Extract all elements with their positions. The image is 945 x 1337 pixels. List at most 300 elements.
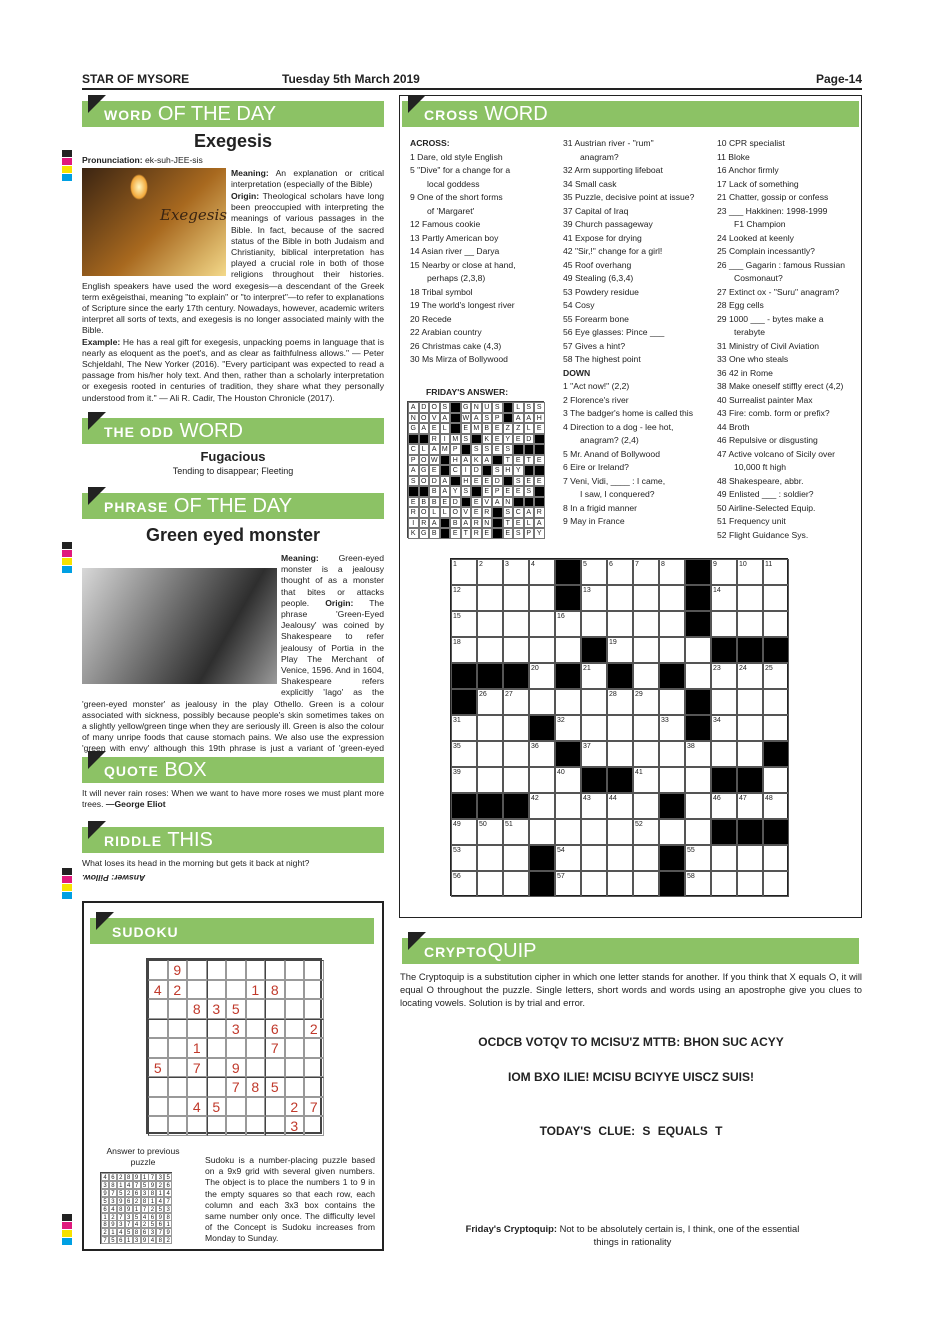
crossword-cell[interactable]: 6	[607, 559, 633, 585]
sudoku-cell[interactable]: 7	[226, 1077, 246, 1097]
sudoku-answer-cell: 2	[101, 1228, 109, 1236]
sudoku-answer-cell: 6	[101, 1205, 109, 1213]
crossword-cell[interactable]	[477, 871, 503, 897]
crossword-cell[interactable]	[659, 611, 685, 637]
crossword-cell[interactable]	[529, 689, 555, 715]
crossword-cell[interactable]: 55	[685, 845, 711, 871]
sudoku-cell[interactable]	[148, 1097, 168, 1117]
answer-cell: P	[492, 486, 503, 497]
crossword-cell[interactable]	[555, 637, 581, 663]
crossword-cell[interactable]: 44	[607, 793, 633, 819]
sudoku-cell[interactable]	[265, 960, 285, 980]
crossword-cell[interactable]	[763, 767, 789, 793]
crossword-cell[interactable]	[737, 871, 763, 897]
crossword-cell[interactable]	[555, 793, 581, 819]
sudoku-cell[interactable]	[207, 1058, 227, 1078]
crossword-cell[interactable]: 3	[503, 559, 529, 585]
sudoku-cell[interactable]	[285, 1077, 305, 1097]
answer-cell: E	[461, 423, 472, 434]
crossword-cell[interactable]	[581, 715, 607, 741]
crossword-cell[interactable]	[555, 689, 581, 715]
sudoku-cell[interactable]	[246, 960, 266, 980]
sudoku-cell[interactable]	[265, 1097, 285, 1117]
sudoku-cell[interactable]: 8	[187, 999, 207, 1019]
sudoku-cell[interactable]	[265, 1058, 285, 1078]
crossword-cell[interactable]	[737, 741, 763, 767]
crossword-cell[interactable]	[503, 845, 529, 871]
crossword-cell[interactable]: 21	[581, 663, 607, 689]
crossword-cell[interactable]	[763, 845, 789, 871]
sudoku-cell[interactable]	[304, 980, 324, 1000]
sudoku-cell[interactable]	[285, 960, 305, 980]
crossword-cell[interactable]	[633, 663, 659, 689]
crossword-cell[interactable]: 16	[555, 611, 581, 637]
crossword-cell[interactable]	[477, 585, 503, 611]
crossword-cell[interactable]: 29	[633, 689, 659, 715]
sudoku-cell[interactable]	[246, 1058, 266, 1078]
answer-cell: G	[419, 465, 430, 476]
cryptoquip-intro: The Cryptoquip is a substitution cipher in which one letter stands for another. If you think that X equals O, it will equal O throughout the puzzle. Single letters, short words and words using an apostrophe give you clues to locating vowels. Solution is by trial and error.	[400, 971, 862, 1008]
sudoku-cell[interactable]	[304, 1058, 324, 1078]
answer-cell: V	[429, 413, 440, 424]
crossword-cell[interactable]: 52	[633, 819, 659, 845]
answer-cell: E	[492, 423, 503, 434]
answer-cell	[492, 528, 503, 539]
crossword-cell[interactable]	[503, 611, 529, 637]
crossword-cell[interactable]	[685, 793, 711, 819]
crossword-cell[interactable]	[763, 689, 789, 715]
crossword-cell[interactable]	[581, 819, 607, 845]
sudoku-cell[interactable]	[148, 1038, 168, 1058]
crossword-cell[interactable]: 8	[659, 559, 685, 585]
sudoku-cell[interactable]	[226, 1097, 246, 1117]
sudoku-cell[interactable]	[148, 1077, 168, 1097]
clue-line: 12 Famous cookie	[410, 219, 481, 229]
sudoku-cell[interactable]: 5	[148, 1058, 168, 1078]
sudoku-cell[interactable]	[246, 1116, 266, 1136]
crossword-cell[interactable]	[763, 611, 789, 637]
crossword-cell[interactable]: 31	[451, 715, 477, 741]
sudoku-cell[interactable]	[187, 1019, 207, 1039]
crossword-cell[interactable]: 25	[763, 663, 789, 689]
crossword-cell[interactable]	[633, 793, 659, 819]
crossword-cell[interactable]	[633, 871, 659, 897]
crossword-cell[interactable]	[581, 871, 607, 897]
sudoku-cell[interactable]	[148, 1116, 168, 1136]
crossword-cell[interactable]: 34	[711, 715, 737, 741]
sudoku-cell[interactable]	[285, 999, 305, 1019]
crossword-cell[interactable]	[711, 871, 737, 897]
crossword-cell[interactable]	[477, 715, 503, 741]
sudoku-cell[interactable]: 3	[207, 999, 227, 1019]
black-square	[607, 663, 633, 689]
sudoku-cell[interactable]	[187, 1116, 207, 1136]
crossword-cell[interactable]	[477, 741, 503, 767]
sudoku-cell[interactable]: 9	[168, 960, 188, 980]
sudoku-answer-cell: 4	[117, 1228, 125, 1236]
crossword-cell[interactable]: 20	[529, 663, 555, 689]
crossword-cell[interactable]	[477, 637, 503, 663]
crossword-cell[interactable]: 13	[581, 585, 607, 611]
sudoku-cell[interactable]: 1	[187, 1038, 207, 1058]
answer-cell: E	[471, 507, 482, 518]
sudoku-cell[interactable]: 3	[285, 1116, 305, 1136]
sudoku-cell[interactable]: 7	[265, 1038, 285, 1058]
crossword-cell[interactable]: 12	[451, 585, 477, 611]
crossword-cell[interactable]	[581, 689, 607, 715]
clue-line: 41 Expose for drying	[563, 232, 642, 243]
crossword-cell[interactable]: 54	[555, 845, 581, 871]
crossword-cell[interactable]	[633, 611, 659, 637]
crossword-cell[interactable]: 48	[763, 793, 789, 819]
crossword-cell[interactable]	[685, 819, 711, 845]
sudoku-cell[interactable]: 4	[148, 980, 168, 1000]
crossword-cell[interactable]: 10	[737, 559, 763, 585]
sudoku-cell[interactable]	[207, 1116, 227, 1136]
sudoku-answer-grid	[100, 1172, 172, 1244]
clue-line: 45 Roof overhang	[563, 259, 632, 270]
answer-cell: E	[513, 455, 524, 466]
crossword-cell[interactable]	[737, 585, 763, 611]
sudoku-cell[interactable]	[168, 1058, 188, 1078]
black-square	[451, 793, 477, 819]
float-spacer	[82, 191, 231, 277]
sudoku-cell[interactable]: 8	[265, 980, 285, 1000]
crossword-cell[interactable]: 43	[581, 793, 607, 819]
answer-cell: U	[482, 402, 493, 413]
crossword-cell[interactable]: 41	[633, 767, 659, 793]
crossword-cell[interactable]: 49	[451, 819, 477, 845]
crossword-cell[interactable]	[607, 611, 633, 637]
sudoku-cell[interactable]	[285, 1058, 305, 1078]
crossword-cell[interactable]: 58	[685, 871, 711, 897]
sudoku-answer-cell: 2	[164, 1236, 172, 1244]
crossword-cell[interactable]	[503, 637, 529, 663]
sudoku-cell[interactable]	[148, 1019, 168, 1039]
sudoku-cell[interactable]: 5	[265, 1077, 285, 1097]
crossword-cell[interactable]: 26	[477, 689, 503, 715]
crossword-cell[interactable]: 39	[451, 767, 477, 793]
sudoku-cell[interactable]	[265, 999, 285, 1019]
sudoku-cell[interactable]: 8	[246, 1077, 266, 1097]
crossword-cell[interactable]	[737, 689, 763, 715]
sudoku-answer-cell: 6	[141, 1228, 149, 1236]
crossword-cell[interactable]	[659, 819, 685, 845]
answer-cell	[440, 465, 451, 476]
sudoku-cell[interactable]	[168, 1097, 188, 1117]
crossword-cell[interactable]	[555, 819, 581, 845]
crossword-cell[interactable]: 18	[451, 637, 477, 663]
crossword-cell[interactable]: 51	[503, 819, 529, 845]
crossword-cell[interactable]: 53	[451, 845, 477, 871]
answer-cell: L	[524, 423, 535, 434]
crossword-cell[interactable]	[659, 637, 685, 663]
fridays-cryptoquip: Friday's Cryptoquip: Not to be absolutely certain is, I think, one of the essential things in rationality	[465, 1223, 800, 1247]
clue-line: 25 Complain incessantly?	[717, 246, 815, 256]
crossword-cell[interactable]	[607, 741, 633, 767]
crossword-cell[interactable]: 57	[555, 871, 581, 897]
crossword-cell[interactable]: 7	[633, 559, 659, 585]
sudoku-cell[interactable]: 9	[226, 1058, 246, 1078]
sudoku-answer-cell: 9	[125, 1205, 133, 1213]
crossword-cell[interactable]: 9	[711, 559, 737, 585]
sudoku-cell[interactable]: 5	[226, 999, 246, 1019]
crossword-cell[interactable]: 56	[451, 871, 477, 897]
answer-cell: A	[461, 518, 472, 529]
crossword-cell[interactable]	[503, 767, 529, 793]
sudoku-cell[interactable]: 2	[168, 980, 188, 1000]
crossword-cell[interactable]: 24	[737, 663, 763, 689]
crossword-cell[interactable]	[633, 585, 659, 611]
sudoku-cell[interactable]: 2	[285, 1097, 305, 1117]
answer-cell: A	[419, 423, 430, 434]
crossword-cell[interactable]	[737, 611, 763, 637]
sudoku-answer-cell: 3	[101, 1181, 109, 1189]
crossword-cell[interactable]	[659, 741, 685, 767]
answer-cell: C	[450, 465, 461, 476]
sudoku-cell[interactable]	[187, 980, 207, 1000]
sudoku-cell[interactable]	[226, 1116, 246, 1136]
crossword-cell[interactable]: 1	[451, 559, 477, 585]
sudoku-answer-label: Answer to previous puzzle	[106, 1146, 180, 1168]
crossword-cell[interactable]	[503, 715, 529, 741]
sudoku-cell[interactable]	[226, 980, 246, 1000]
crossword-cell[interactable]: 15	[451, 611, 477, 637]
answer-cell: G	[408, 423, 419, 434]
sudoku-cell[interactable]	[304, 1077, 324, 1097]
crossword-cell[interactable]	[633, 741, 659, 767]
crossword-cell[interactable]	[659, 585, 685, 611]
answer-cell	[503, 402, 514, 413]
answer-cell: O	[419, 413, 430, 424]
fridays-answer-grid	[407, 401, 544, 538]
crossword-cell[interactable]: 11	[763, 559, 789, 585]
answer-cell: E	[534, 423, 545, 434]
answer-cell: E	[482, 486, 493, 497]
sudoku-cell[interactable]	[304, 960, 324, 980]
crossword-cell[interactable]	[529, 611, 555, 637]
crossword-cell[interactable]	[529, 819, 555, 845]
across-clues-col1: ACROSS: 1 Dare, old style English 5 "Dive" for a change for a local goddess 9 One of the short forms of 'Margaret' 12 Famous cookie 13 Partly American boy 14 Asian river __ Darya 15 Nearby or close at hand, perhaps (2,3,8) 18 Tribal symbol 19 The world's longest river 20 Recede 22 Arabian country 26 Christmas cake (4,3) 30 Ms Mirza of Bollywood	[410, 137, 516, 367]
sudoku-cell[interactable]	[207, 1077, 227, 1097]
crossword-cell[interactable]	[633, 637, 659, 663]
answer-cell: S	[492, 465, 503, 476]
crossword-cell[interactable]: 46	[711, 793, 737, 819]
crossword-cell[interactable]: 14	[711, 585, 737, 611]
crossword-cell[interactable]	[477, 611, 503, 637]
sudoku-answer-cell: 9	[109, 1220, 117, 1228]
clue-line: I saw, I conquered?	[580, 489, 655, 499]
sudoku-cell[interactable]	[285, 1038, 305, 1058]
crossword-cell[interactable]	[633, 715, 659, 741]
crossword-cell[interactable]	[607, 585, 633, 611]
answer-cell: T	[524, 455, 535, 466]
sudoku-answer-cell: 6	[164, 1181, 172, 1189]
crossword-cell[interactable]	[581, 611, 607, 637]
crossword-cell[interactable]: 40	[555, 767, 581, 793]
crossword-cell[interactable]	[581, 845, 607, 871]
answer-cell: S	[408, 476, 419, 487]
crossword-cell[interactable]	[763, 871, 789, 897]
crossword-cell[interactable]	[529, 585, 555, 611]
sudoku-cell[interactable]: 5	[207, 1097, 227, 1117]
sudoku-answer-cell: 1	[156, 1189, 164, 1197]
crossword-cell[interactable]	[529, 637, 555, 663]
clue-line: 9 May in France	[563, 516, 625, 526]
crossword-cell[interactable]: 33	[659, 715, 685, 741]
crossword-cell[interactable]	[711, 741, 737, 767]
crossword-cell[interactable]	[659, 689, 685, 715]
crossword-cell[interactable]	[503, 741, 529, 767]
sudoku-cell[interactable]	[187, 1077, 207, 1097]
answer-cell	[492, 455, 503, 466]
crossword-cell[interactable]: 32	[555, 715, 581, 741]
black-square	[685, 715, 711, 741]
sudoku-cell[interactable]: 4	[187, 1097, 207, 1117]
crossword-cell[interactable]	[711, 611, 737, 637]
answer-cell: E	[513, 434, 524, 445]
sudoku-cell[interactable]: 7	[304, 1097, 324, 1117]
sudoku-answer-cell: 8	[125, 1173, 133, 1181]
crossword-cell[interactable]	[763, 585, 789, 611]
crossword-cell[interactable]	[607, 819, 633, 845]
sudoku-cell[interactable]	[168, 1116, 188, 1136]
sudoku-cell[interactable]	[207, 980, 227, 1000]
sudoku-answer-cell: 1	[109, 1228, 117, 1236]
sudoku-grid[interactable]	[146, 958, 322, 1134]
crossword-cell[interactable]: 50	[477, 819, 503, 845]
sudoku-cell[interactable]: 1	[246, 980, 266, 1000]
black-square	[737, 819, 763, 845]
crossword-cell[interactable]: 37	[581, 741, 607, 767]
answer-cell: B	[429, 497, 440, 508]
sudoku-cell[interactable]	[168, 1038, 188, 1058]
sudoku-cell[interactable]	[148, 960, 168, 980]
riddle-band: RIDDLE THIS	[82, 827, 384, 853]
cryptoquip-line1: OCDCB VOTQV TO MCISU'Z MTTB: BHON SUC ACYY	[478, 1035, 784, 1049]
crossword-cell[interactable]: 2	[477, 559, 503, 585]
sudoku-cell[interactable]	[246, 999, 266, 1019]
crossword-cell[interactable]: 23	[711, 663, 737, 689]
answer-cell	[534, 444, 545, 455]
crossword-cell[interactable]	[477, 845, 503, 871]
sudoku-cell[interactable]	[246, 1019, 266, 1039]
crossword-grid[interactable]	[450, 558, 788, 896]
crossword-cell[interactable]	[685, 663, 711, 689]
sudoku-description: Sudoku is a number-placing puzzle based on a 9x9 grid with several given numbers. The object is to place the numbers 1 to 9 in the empty squares so that each row, each column and each 3x3 box contains the same number only once. The difficulty level of the Concept is Sudoku increases from Monday to Sunday.	[205, 1155, 375, 1244]
sudoku-cell[interactable]	[246, 1038, 266, 1058]
answer-cell: L	[524, 518, 535, 529]
crossword-cell[interactable]: 28	[607, 689, 633, 715]
crossword-cell[interactable]	[737, 845, 763, 871]
sudoku-cell[interactable]	[246, 1097, 266, 1117]
crossword-cell[interactable]	[529, 767, 555, 793]
crossword-cell[interactable]	[763, 715, 789, 741]
sudoku-cell[interactable]: 3	[226, 1019, 246, 1039]
sudoku-cell[interactable]	[285, 980, 305, 1000]
sudoku-answer-cell: 7	[141, 1205, 149, 1213]
crossword-cell[interactable]	[659, 767, 685, 793]
clue-line: perhaps (2,3,8)	[427, 273, 486, 283]
answer-cell: A	[408, 465, 419, 476]
print-mark	[62, 1222, 72, 1229]
crossword-cell[interactable]	[607, 715, 633, 741]
clue-line: 53 Powdery residue	[563, 286, 639, 297]
answer-cell: Z	[503, 423, 514, 434]
sudoku-answer-cell: 6	[109, 1173, 117, 1181]
crossword-cell[interactable]: 47	[737, 793, 763, 819]
sudoku-cell[interactable]	[207, 1019, 227, 1039]
sudoku-answer-cell: 7	[156, 1228, 164, 1236]
sudoku-cell[interactable]	[285, 1019, 305, 1039]
sudoku-cell[interactable]	[304, 1116, 324, 1136]
crossword-cell[interactable]	[737, 715, 763, 741]
answer-cell	[450, 423, 461, 434]
crossword-cell[interactable]	[503, 585, 529, 611]
sudoku-cell[interactable]	[168, 1077, 188, 1097]
crossword-cell[interactable]: 5	[581, 559, 607, 585]
crossword-cell[interactable]: 35	[451, 741, 477, 767]
clue-line: Cosmonaut?	[734, 273, 783, 283]
clue-line: 1 Dare, old style English	[410, 151, 503, 162]
sudoku-answer-cell: 9	[164, 1228, 172, 1236]
sudoku-cell[interactable]	[148, 999, 168, 1019]
crossword-cell[interactable]	[477, 767, 503, 793]
sudoku-cell[interactable]: 2	[304, 1019, 324, 1039]
crossword-cell[interactable]	[607, 871, 633, 897]
crossword-cell[interactable]: 42	[529, 793, 555, 819]
crossword-cell[interactable]: 19	[607, 637, 633, 663]
crossword-cell[interactable]: 27	[503, 689, 529, 715]
answer-cell: E	[503, 486, 514, 497]
crossword-cell[interactable]: 4	[529, 559, 555, 585]
sudoku-cell[interactable]	[207, 1038, 227, 1058]
crossword-cell[interactable]	[633, 845, 659, 871]
crossword-cell[interactable]: 38	[685, 741, 711, 767]
sudoku-cell[interactable]	[304, 999, 324, 1019]
phrase-title: Green eyed monster	[145, 525, 321, 545]
answer-cell: W	[462, 414, 470, 422]
black-square	[711, 819, 737, 845]
black-square	[477, 793, 503, 819]
crossword-cell[interactable]	[685, 767, 711, 793]
crossword-cell[interactable]	[711, 689, 737, 715]
crossword-cell[interactable]	[685, 637, 711, 663]
crossword-cell[interactable]: 36	[529, 741, 555, 767]
crossword-cell[interactable]	[711, 845, 737, 871]
sudoku-cell[interactable]	[265, 1116, 285, 1136]
clue-line: 31 Austrian river - "rum"	[563, 138, 654, 148]
sudoku-cell[interactable]	[168, 999, 188, 1019]
answer-cell: Y	[513, 465, 524, 476]
sudoku-cell[interactable]	[187, 960, 207, 980]
sudoku-cell[interactable]	[207, 960, 227, 980]
sudoku-answer-cell: 5	[148, 1220, 156, 1228]
sudoku-cell[interactable]	[226, 960, 246, 980]
sudoku-answer-cell: 2	[148, 1205, 156, 1213]
answer-cell: L	[440, 423, 451, 434]
sudoku-cell[interactable]	[226, 1038, 246, 1058]
sudoku-cell[interactable]	[304, 1038, 324, 1058]
sudoku-cell[interactable]	[168, 1019, 188, 1039]
clue-line: 55 Forearm bone	[563, 313, 629, 324]
crossword-cell[interactable]	[503, 871, 529, 897]
sudoku-cell[interactable]: 7	[187, 1058, 207, 1078]
sudoku-answer-cell: 9	[101, 1189, 109, 1197]
sudoku-answer-cell: 2	[109, 1213, 117, 1221]
crossword-cell[interactable]	[607, 845, 633, 871]
sudoku-cell[interactable]: 6	[265, 1019, 285, 1039]
